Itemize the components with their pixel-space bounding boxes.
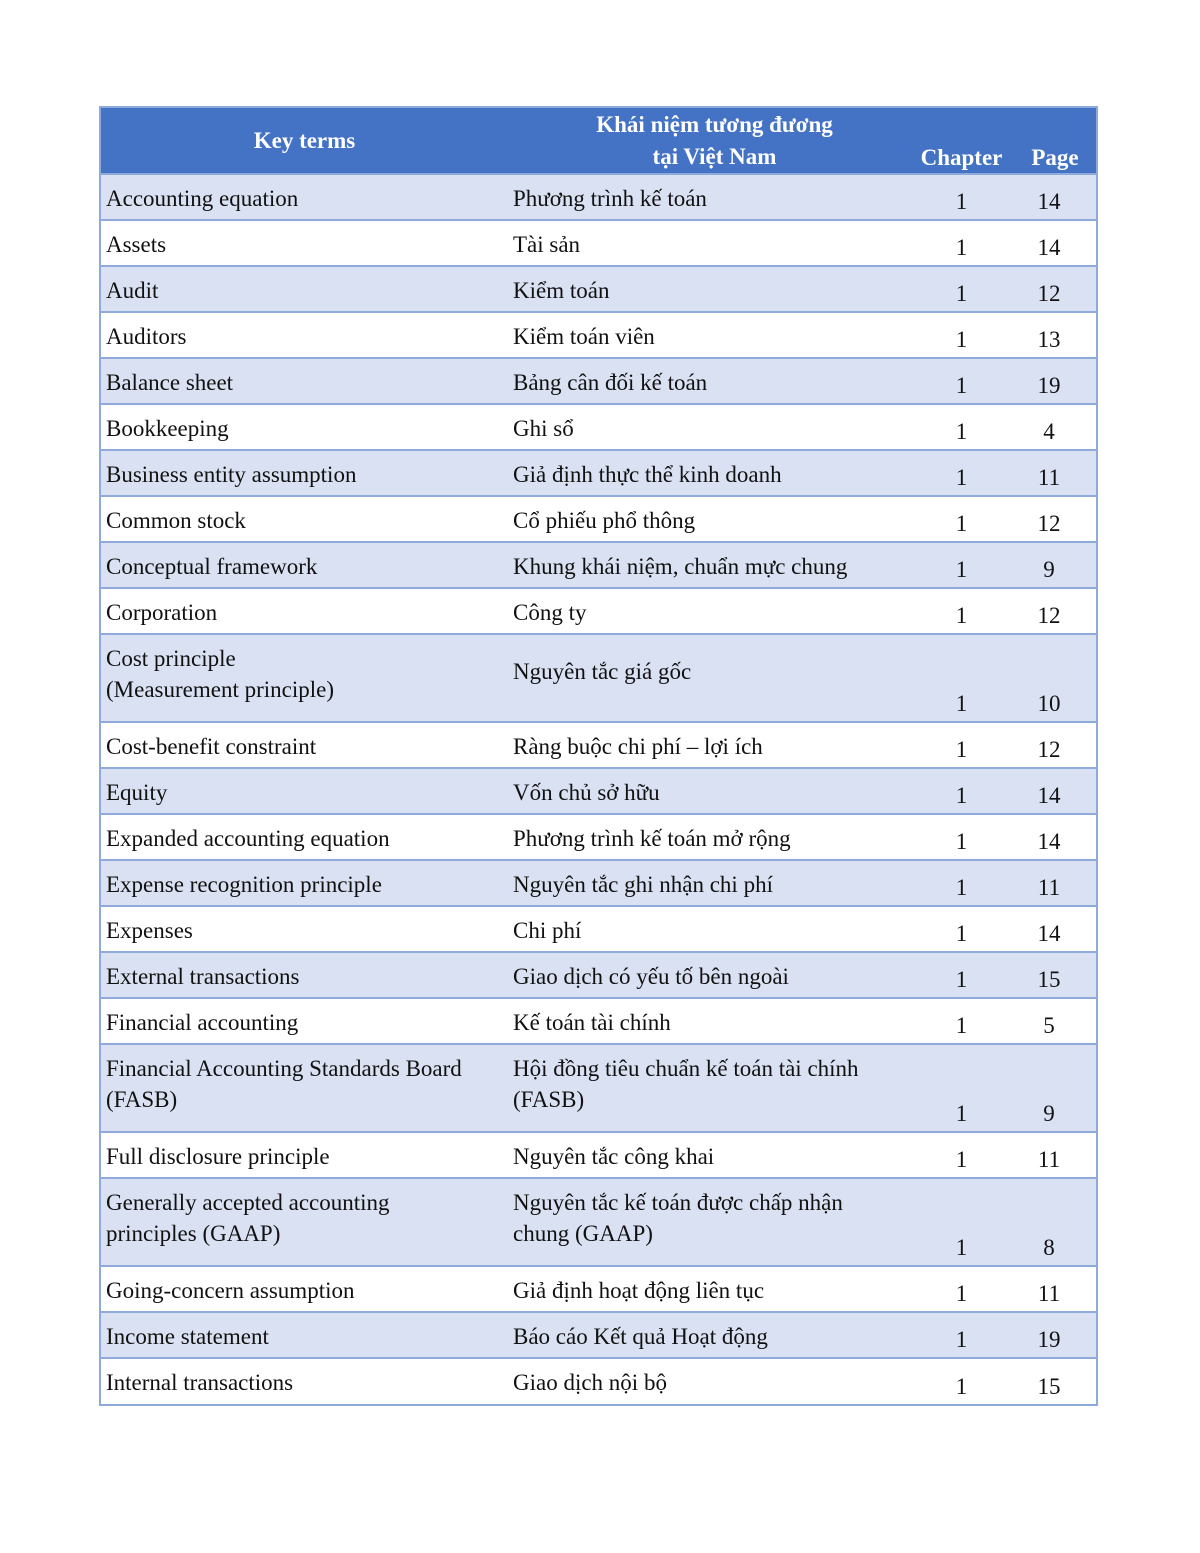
vietnamese-cell: Nguyên tắc giá gốc bbox=[513, 658, 692, 684]
vietnamese-line: Hội đồng tiêu chuẩn kế toán tài chính bbox=[513, 1056, 859, 1081]
table-row bbox=[101, 174, 1096, 220]
table-row bbox=[101, 1044, 1096, 1132]
page-cell: 9 bbox=[1043, 1101, 1055, 1126]
term-cell: Going-concern assumption bbox=[106, 1278, 355, 1303]
vietnamese-line: chung (GAAP) bbox=[513, 1221, 653, 1246]
chapter-cell: 1 bbox=[955, 691, 968, 716]
vietnamese-cell bbox=[508, 1178, 909, 1266]
term-cell: Assets bbox=[106, 232, 167, 257]
table-row bbox=[101, 1132, 1096, 1178]
term-cell: Expanded accounting equation bbox=[106, 826, 390, 851]
term-cell: Corporation bbox=[106, 600, 218, 625]
chapter-cell: 1 bbox=[955, 189, 968, 214]
page-cell: 11 bbox=[1037, 465, 1061, 490]
page-cell: 14 bbox=[1037, 235, 1061, 260]
table-row bbox=[101, 1266, 1096, 1312]
term-cell: Common stock bbox=[106, 508, 246, 533]
table-row bbox=[101, 588, 1096, 634]
vietnamese-cell: Báo cáo Kết quả Hoạt động bbox=[513, 1324, 768, 1349]
header-vietnamese-equivalent bbox=[508, 108, 909, 174]
vietnamese-cell: Khung khái niệm, chuẩn mực chung bbox=[513, 554, 848, 579]
vietnamese-cell: Cổ phiếu phổ thông bbox=[513, 508, 696, 533]
page-cell: 14 bbox=[1037, 783, 1061, 808]
page-cell: 11 bbox=[1037, 875, 1061, 900]
term-cell bbox=[101, 634, 508, 722]
vietnamese-cell: Phương trình kế toán mở rộng bbox=[513, 826, 791, 851]
vietnamese-cell: Giả định hoạt động liên tục bbox=[513, 1278, 765, 1303]
page-cell: 14 bbox=[1037, 921, 1061, 946]
header-vietnamese-line1: Khái niệm tương đương bbox=[596, 111, 833, 137]
vietnamese-cell: Chi phí bbox=[513, 918, 582, 943]
page-cell: 5 bbox=[1043, 1013, 1055, 1038]
chapter-cell: 1 bbox=[955, 1013, 968, 1038]
chapter-cell: 1 bbox=[955, 829, 968, 854]
term-line: Financial Accounting Standards Board bbox=[106, 1056, 462, 1081]
term-line: (FASB) bbox=[106, 1087, 178, 1112]
vietnamese-cell: Giao dịch có yếu tố bên ngoài bbox=[513, 964, 789, 989]
key-terms-table-container bbox=[99, 106, 1098, 1406]
vietnamese-cell: Giả định thực thể kinh doanh bbox=[513, 462, 782, 487]
vietnamese-cell: Kế toán tài chính bbox=[513, 1010, 671, 1035]
page-cell: 8 bbox=[1043, 1235, 1055, 1260]
chapter-cell: 1 bbox=[955, 373, 968, 398]
term-cell: Audit bbox=[106, 278, 159, 303]
term-cell: Conceptual framework bbox=[106, 554, 318, 579]
table-row bbox=[101, 814, 1096, 860]
chapter-cell: 1 bbox=[955, 235, 968, 260]
chapter-cell: 1 bbox=[955, 557, 968, 582]
vietnamese-cell: Ràng buộc chi phí – lợi ích bbox=[513, 734, 763, 759]
table-row bbox=[101, 496, 1096, 542]
vietnamese-cell bbox=[508, 1044, 909, 1132]
page-cell: 14 bbox=[1037, 189, 1061, 214]
term-cell: Accounting equation bbox=[106, 186, 299, 211]
page-cell: 14 bbox=[1037, 829, 1061, 854]
chapter-cell: 1 bbox=[955, 783, 968, 808]
term-cell bbox=[101, 1044, 508, 1132]
key-terms-table bbox=[101, 108, 1096, 1404]
chapter-cell: 1 bbox=[955, 603, 968, 628]
vietnamese-cell: Tài sản bbox=[513, 232, 581, 257]
table-row bbox=[101, 404, 1096, 450]
term-cell: Equity bbox=[106, 780, 168, 805]
chapter-cell: 1 bbox=[955, 737, 968, 762]
header-key-terms: Key terms bbox=[253, 127, 356, 153]
chapter-cell: 1 bbox=[955, 465, 968, 490]
term-cell: Full disclosure principle bbox=[106, 1144, 330, 1169]
vietnamese-cell: Ghi sổ bbox=[513, 416, 574, 441]
vietnamese-cell: Nguyên tắc ghi nhận chi phí bbox=[513, 872, 773, 897]
page-cell: 13 bbox=[1037, 327, 1061, 352]
chapter-cell: 1 bbox=[955, 1327, 968, 1352]
vietnamese-cell: Nguyên tắc công khai bbox=[513, 1144, 715, 1169]
page-cell: 19 bbox=[1037, 1327, 1061, 1352]
chapter-cell: 1 bbox=[955, 1101, 968, 1126]
chapter-cell: 1 bbox=[955, 1235, 968, 1260]
vietnamese-cell: Kiểm toán bbox=[513, 278, 610, 303]
table-row bbox=[101, 220, 1096, 266]
term-line: (Measurement principle) bbox=[106, 677, 334, 702]
page-cell: 15 bbox=[1037, 1374, 1061, 1399]
vietnamese-line: (FASB) bbox=[513, 1087, 585, 1112]
page-cell: 12 bbox=[1037, 737, 1061, 762]
page-cell: 9 bbox=[1043, 557, 1055, 582]
vietnamese-line: Nguyên tắc kế toán được chấp nhận bbox=[513, 1190, 843, 1215]
table-row bbox=[101, 1358, 1096, 1404]
page-cell: 19 bbox=[1037, 373, 1061, 398]
vietnamese-cell: Công ty bbox=[513, 600, 587, 625]
page-cell: 11 bbox=[1037, 1281, 1061, 1306]
term-cell bbox=[101, 1178, 508, 1266]
table-row bbox=[101, 266, 1096, 312]
table-row bbox=[101, 906, 1096, 952]
table-row bbox=[101, 768, 1096, 814]
table-row bbox=[101, 952, 1096, 998]
term-cell: Auditors bbox=[106, 324, 187, 349]
term-cell: Internal transactions bbox=[106, 1370, 294, 1395]
term-cell: Financial accounting bbox=[106, 1010, 299, 1035]
header-vietnamese-line2: tại Việt Nam bbox=[652, 143, 777, 169]
term-cell: Business entity assumption bbox=[106, 462, 357, 487]
term-cell: Bookkeeping bbox=[106, 416, 229, 441]
table-row bbox=[101, 722, 1096, 768]
chapter-cell: 1 bbox=[955, 281, 968, 306]
chapter-cell: 1 bbox=[955, 511, 968, 536]
chapter-cell: 1 bbox=[955, 1374, 968, 1399]
chapter-cell: 1 bbox=[955, 921, 968, 946]
table-row bbox=[101, 1312, 1096, 1358]
table-row bbox=[101, 860, 1096, 906]
header-row bbox=[101, 108, 1096, 174]
table-row bbox=[101, 358, 1096, 404]
chapter-cell: 1 bbox=[955, 875, 968, 900]
term-line: principles (GAAP) bbox=[106, 1221, 281, 1246]
table-row bbox=[101, 634, 1096, 722]
table-header bbox=[101, 108, 1096, 174]
page-cell: 11 bbox=[1037, 1147, 1061, 1172]
table-body bbox=[101, 174, 1096, 1404]
table-row bbox=[101, 312, 1096, 358]
chapter-cell: 1 bbox=[955, 327, 968, 352]
term-line: Cost principle bbox=[106, 646, 236, 671]
page-cell: 4 bbox=[1043, 419, 1055, 444]
vietnamese-cell: Giao dịch nội bộ bbox=[513, 1370, 667, 1395]
chapter-cell: 1 bbox=[955, 419, 968, 444]
vietnamese-cell: Kiểm toán viên bbox=[513, 324, 655, 349]
table-row bbox=[101, 1178, 1096, 1266]
page-cell: 15 bbox=[1037, 967, 1061, 992]
vietnamese-cell: Bảng cân đối kế toán bbox=[513, 370, 708, 395]
table-row bbox=[101, 998, 1096, 1044]
term-line: Generally accepted accounting bbox=[106, 1190, 390, 1215]
vietnamese-cell: Phương trình kế toán bbox=[513, 186, 707, 211]
term-cell: Expenses bbox=[106, 918, 193, 943]
term-cell: Income statement bbox=[106, 1324, 269, 1349]
page-cell: 12 bbox=[1037, 511, 1061, 536]
chapter-cell: 1 bbox=[955, 967, 968, 992]
header-page: Page bbox=[1031, 145, 1079, 170]
term-cell: Expense recognition principle bbox=[106, 872, 382, 897]
header-chapter: Chapter bbox=[920, 145, 1003, 170]
term-cell: Cost-benefit constraint bbox=[106, 734, 317, 759]
chapter-cell: 1 bbox=[955, 1281, 968, 1306]
term-cell: External transactions bbox=[106, 964, 300, 989]
term-cell: Balance sheet bbox=[106, 370, 234, 395]
table-row bbox=[101, 450, 1096, 496]
page-cell: 10 bbox=[1037, 691, 1061, 716]
page-cell: 12 bbox=[1037, 281, 1061, 306]
page-cell: 12 bbox=[1037, 603, 1061, 628]
table-row bbox=[101, 542, 1096, 588]
vietnamese-cell: Vốn chủ sở hữu bbox=[513, 780, 660, 805]
chapter-cell: 1 bbox=[955, 1147, 968, 1172]
